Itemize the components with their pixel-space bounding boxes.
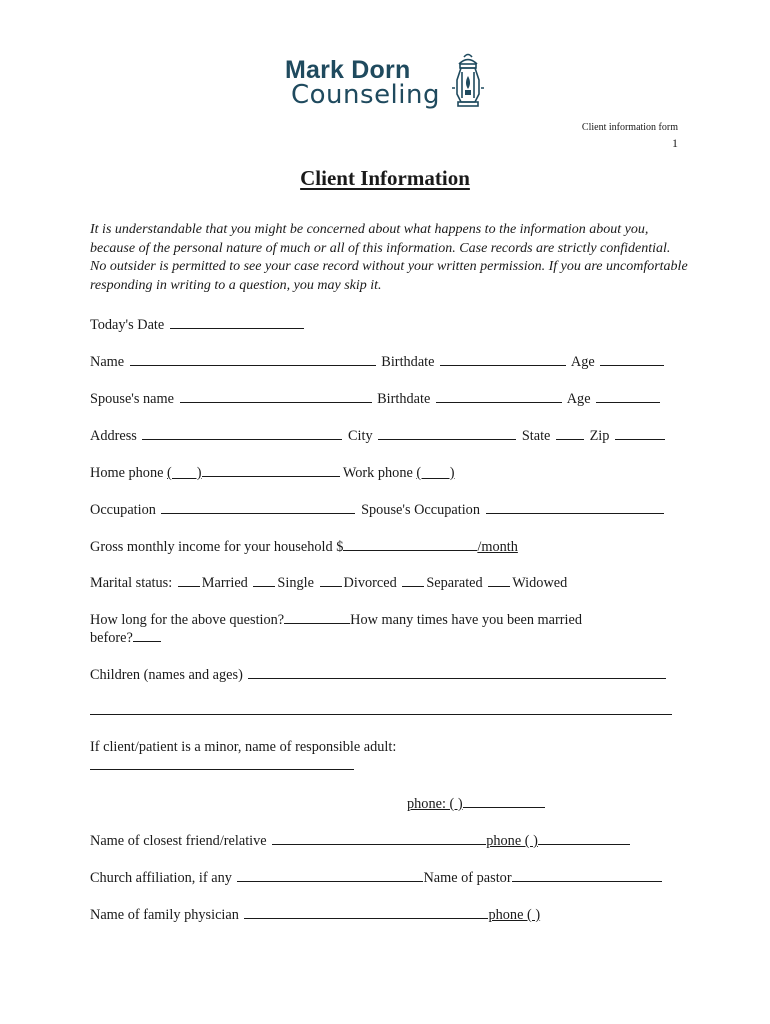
children-field[interactable] <box>248 664 666 679</box>
closest-friend-row: Name of closest friend/relative phone ( ) <box>90 830 630 850</box>
physician-phone-field[interactable]: phone ( ) <box>488 907 541 923</box>
church-row: Church affiliation, if any Name of pastor <box>90 867 662 887</box>
marital-status-row: Marital status: Married Single Divorced Separated Widowed <box>90 572 567 592</box>
minor-row: If client/patient is a minor, name of responsible adult: <box>90 739 397 755</box>
home-phone-field[interactable]: ( ) <box>167 465 340 481</box>
todays-date-field[interactable] <box>170 314 304 329</box>
state-field[interactable] <box>556 425 584 440</box>
widowed-checkbox[interactable] <box>488 572 510 587</box>
logo-line1: Mark Dorn <box>285 56 411 84</box>
age-field[interactable] <box>600 351 664 366</box>
name-row: Name Birthdate Age <box>90 351 666 371</box>
occupation-row: Occupation Spouse's Occupation <box>90 499 666 519</box>
form-name: Client information form <box>581 122 678 133</box>
spouse-birthdate-field[interactable] <box>436 388 562 403</box>
children-field-line2[interactable] <box>90 713 672 715</box>
separated-checkbox[interactable] <box>402 572 424 587</box>
spouse-name-field[interactable] <box>180 388 372 403</box>
pastor-field[interactable] <box>512 867 662 882</box>
how-long-row: How long for the above question? How many times have you been married <box>90 609 582 629</box>
phone-row: Home phone ( ) Work phone ( ) <box>90 462 455 482</box>
physician-row: Name of family physician phone ( ) <box>90 904 540 924</box>
logo-line2: Counseling <box>291 80 440 110</box>
friend-phone-blank[interactable] <box>538 830 630 845</box>
page-title: Client Information <box>300 166 470 190</box>
divorced-checkbox[interactable] <box>320 572 342 587</box>
todays-date-row: Today's Date <box>90 314 306 334</box>
adult-phone-blank[interactable] <box>463 793 545 808</box>
before-row: before? <box>90 627 161 647</box>
how-long-field[interactable] <box>284 609 350 624</box>
lantern-icon <box>451 52 485 110</box>
zip-field[interactable] <box>615 425 665 440</box>
adult-phone-row <box>407 793 545 813</box>
spouse-row: Spouse's name Birthdate Age <box>90 388 662 408</box>
spouse-age-field[interactable] <box>596 388 660 403</box>
married-checkbox[interactable] <box>178 572 200 587</box>
income-field[interactable] <box>343 536 477 551</box>
city-field[interactable] <box>378 425 516 440</box>
responsible-adult-field[interactable] <box>90 768 354 770</box>
closest-friend-field[interactable] <box>272 830 486 845</box>
children-row: Children (names and ages) <box>90 664 668 684</box>
income-row: Gross monthly income for your household $ /month <box>90 536 518 556</box>
church-field[interactable] <box>237 867 423 882</box>
address-field[interactable] <box>142 425 342 440</box>
friend-phone-field[interactable]: phone ( ) <box>486 833 538 849</box>
address-row: Address City State Zip <box>90 425 667 445</box>
page-number: 1 <box>672 136 678 150</box>
logo <box>285 52 495 114</box>
work-phone-field[interactable]: ( ) <box>416 465 455 481</box>
single-checkbox[interactable] <box>253 572 275 587</box>
intro-paragraph: It is understandable that you might be concerned about what happens to the information about you, because of the personal nature of much or all of this information. Case records are strictly confidential. No outsider is permitted to see your case record without your written permission. If you are uncomfortable responding in writing to a question, you may skip it. <box>90 222 688 293</box>
birthdate-field[interactable] <box>440 351 566 366</box>
adult-phone-field[interactable]: phone: ( ) <box>407 796 463 812</box>
occupation-field[interactable] <box>161 499 355 514</box>
physician-field[interactable] <box>244 904 488 919</box>
times-married-field[interactable] <box>133 627 161 642</box>
spouse-occupation-field[interactable] <box>486 499 664 514</box>
name-field[interactable] <box>130 351 376 366</box>
